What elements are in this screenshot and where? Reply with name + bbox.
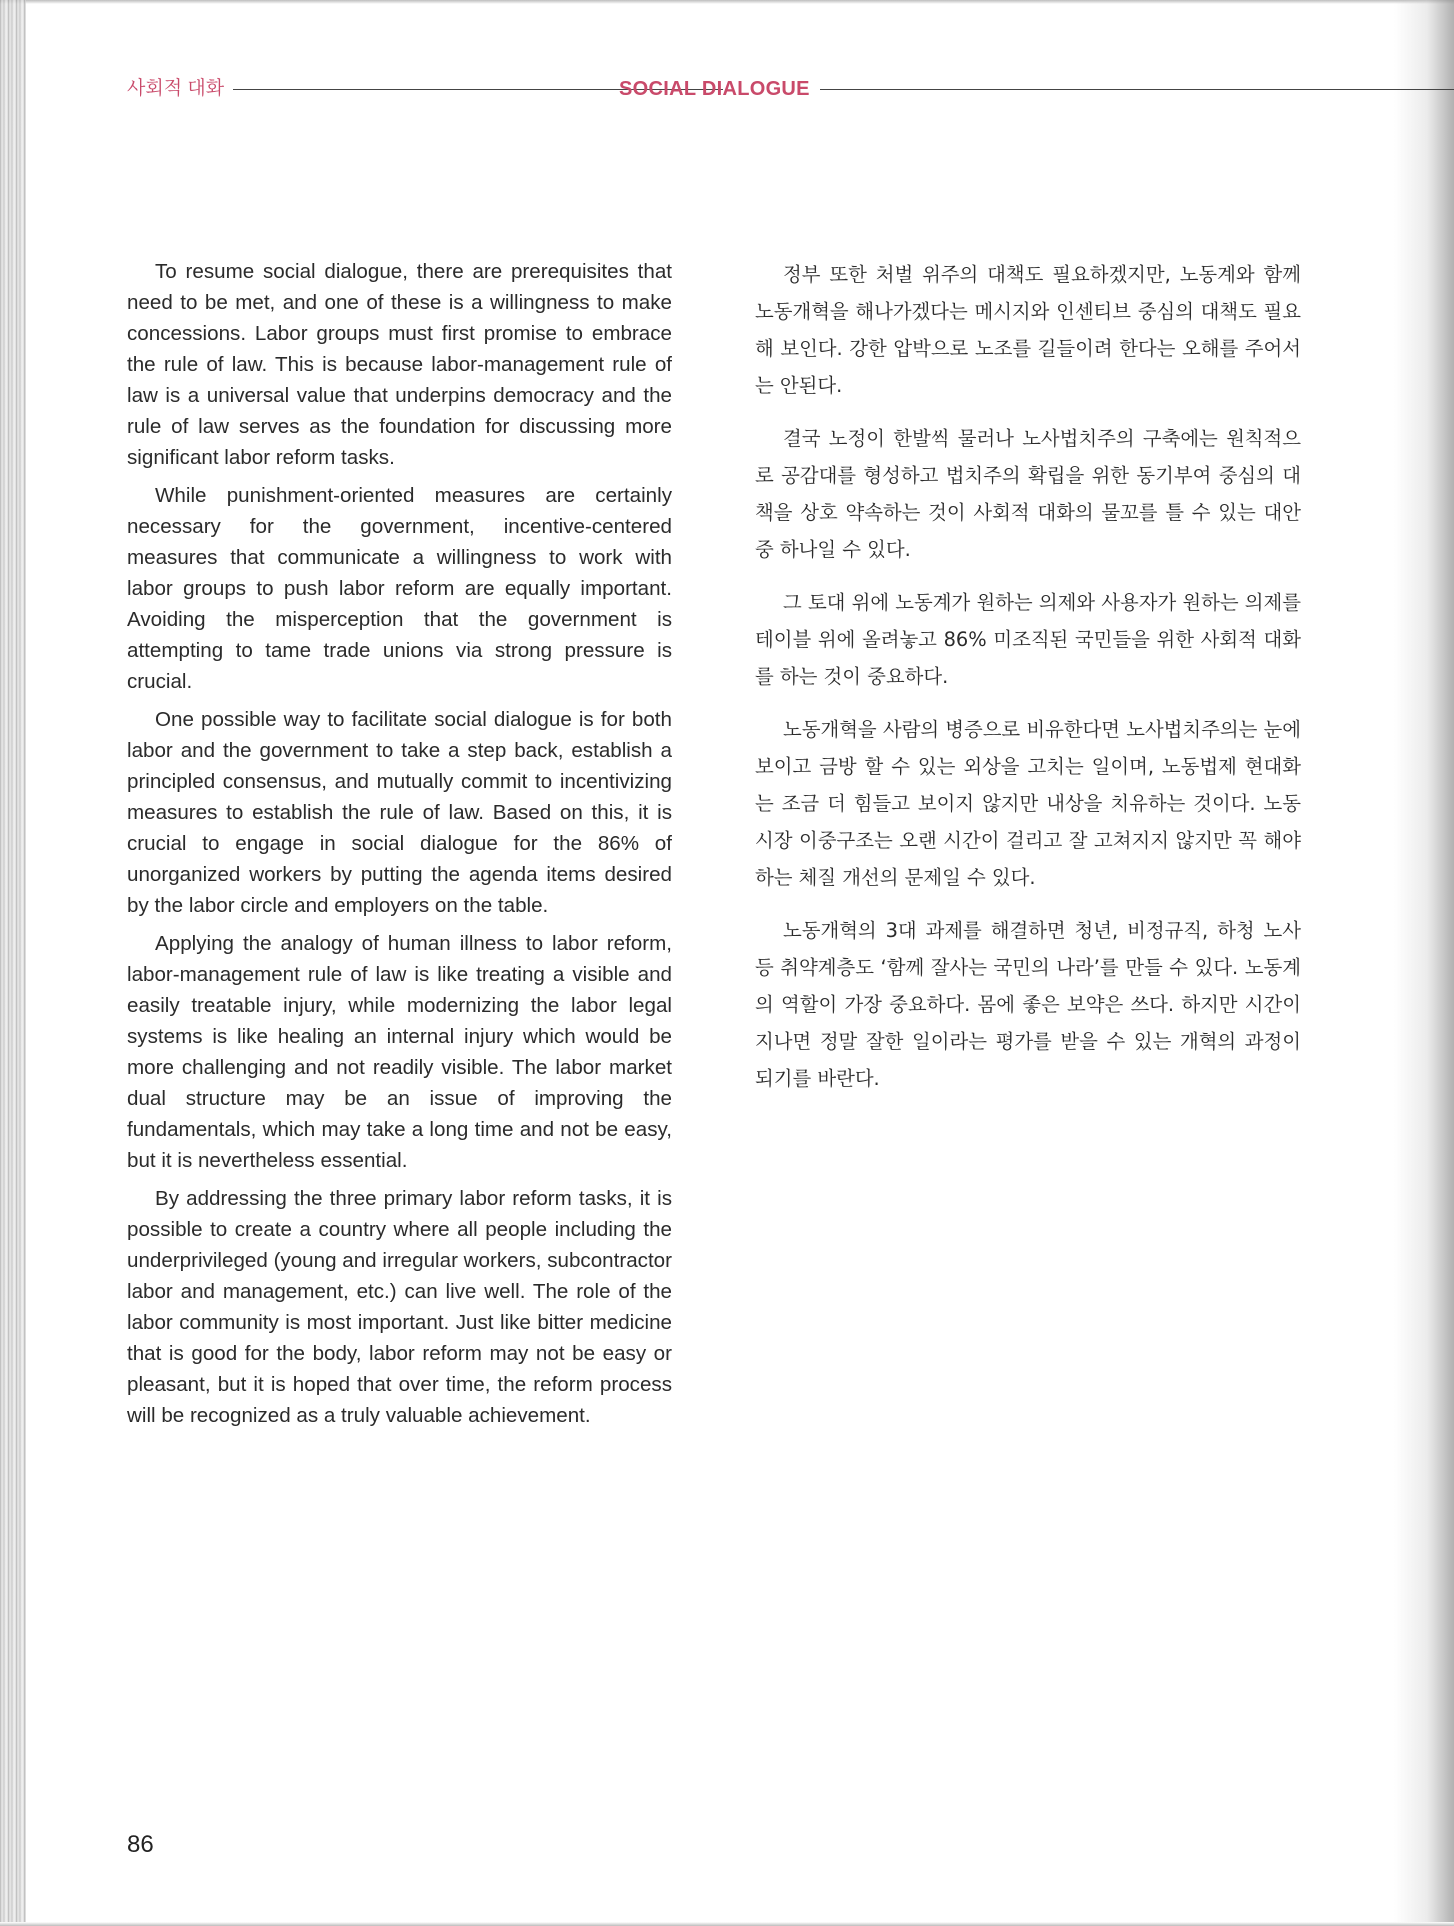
korean-paragraph: 그 토대 위에 노동계가 원하는 의제와 사용자가 원하는 의제를 테이블 위에 올려놓고 86% 미조직된 국민들을 위한 사회적 대화를 하는 것이 중요하다. [755,591,1301,688]
running-header [127,76,1454,102]
header-section-korean: 사회적 대화 [127,78,225,99]
page-bottom-edge [0,1922,1454,1926]
english-column [127,256,672,1438]
korean-column [755,256,1301,1113]
english-paragraph: By addressing the three primary labor reform tasks, it is possible to create a country where all people including the underprivileged (young and irregular workers, subcontractor labor and management, etc.) can live well. The role of the labor community is most important. Just like bitter medicine that is good for the body, labor reform may not be easy or pleasant, but it is hoped that over time, the reform process will be recognized as a truly valuable achievement. [127,1187,672,1427]
header-section-english: SOCIAL DIALOGUE [619,78,810,100]
korean-paragraph: 노동개혁을 사람의 병증으로 비유한다면 노사법치주의는 눈에 보이고 금방 할 수 있는 외상을 고치는 일이며, 노동법제 현대화는 조금 더 힘들고 보이지 않지만 내상을 치유하는 것이다. 노동시장 이중구조는 오랜 시간이 걸리고 잘 고쳐지지 않지만 꼭 해야 하는 체질 개선의 문제일 수 있다. [755,718,1301,889]
page-number: 86 [127,1831,154,1858]
korean-paragraph: 결국 노정이 한발씩 물러나 노사법치주의 구축에는 원칙적으로 공감대를 형성하고 법치주의 확립을 위한 동기부여 중심의 대책을 상호 약속하는 것이 사회적 대화의 물꼬를 틀 수 있는 대안 중 하나일 수 있다. [755,427,1301,561]
page-top-edge [0,0,1454,4]
header-rule-right [820,89,1454,90]
english-paragraph: Applying the analogy of human illness to labor reform, labor-management rule of law is like treating a visible and easily treatable injury, while modernizing the labor legal systems is like healing an internal injury which would be more challenging and not readily visible. The labor market dual structure may be an issue of improving the fundamentals, which may take a long time and not be easy, but it is nevertheless essential. [127,932,672,1172]
korean-paragraph: 노동개혁의 3대 과제를 해결하면 청년, 비정규직, 하청 노사 등 취약계층도 ‘함께 잘사는 국민의 나라’를 만들 수 있다. 노동계의 역할이 가장 중요하다. 몸에 좋은 보약은 쓰다. 하지만 시간이 지나면 정말 잘한 일이라는 평가를 받을 수 있는 개혁의 과정이 되기를 바란다. [755,919,1301,1090]
english-paragraph: To resume social dialogue, there are prerequisites that need to be met, and one of these is a willingness to make concessions. Labor groups must first promise to embrace the rule of law. This is because labor-management rule of law is a universal value that underpins democracy and the rule of law serves as the foundation for discussing more significant labor reform tasks. [127,260,672,469]
page-curl-shadow [1394,0,1454,1926]
korean-paragraph: 정부 또한 처벌 위주의 대책도 필요하겠지만, 노동계와 함께 노동개혁을 해나가겠다는 메시지와 인센티브 중심의 대책도 필요해 보인다. 강한 압박으로 노조를 길들이려 한다는 오해를 주어서는 안된다. [755,263,1301,397]
english-paragraph: While punishment-oriented measures are certainly necessary for the government, incentive-centered measures that communicate a willingness to work with labor groups to push labor reform are equally important. Avoiding the misperception that the government is attempting to tame trade unions via strong pressure is crucial. [127,484,672,693]
book-spine-shadow [0,0,26,1926]
english-paragraph: One possible way to facilitate social dialogue is for both labor and the government to take a step back, establish a principled consensus, and mutually commit to incentivizing measures to establish the rule of law. Based on this, it is crucial to engage in social dialogue for the 86% of unorganized workers by putting the agenda items desired by the labor circle and employers on the table. [127,708,672,917]
